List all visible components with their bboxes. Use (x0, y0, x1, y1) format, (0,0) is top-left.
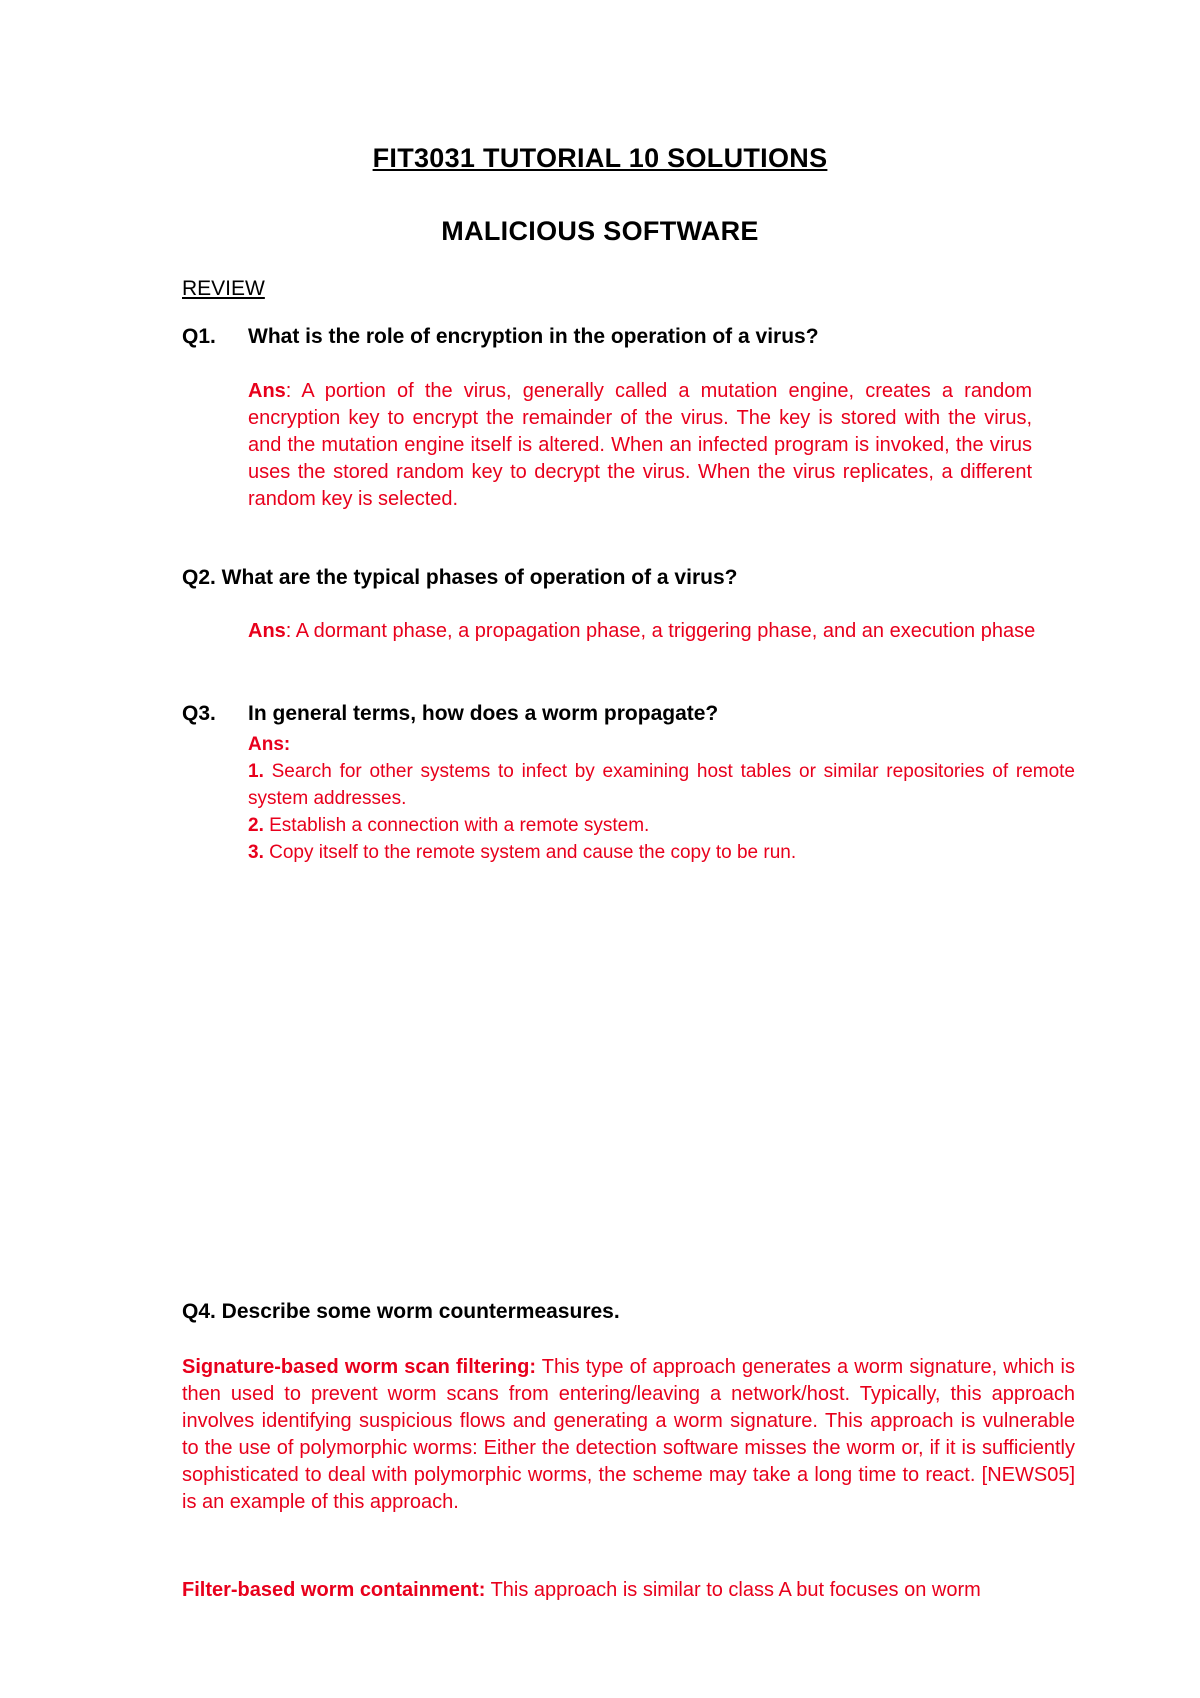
countermeasure-1-text: This type of approach generates a worm signature, which is then used to prevent worm scans from entering/leaving a network/host. Typically, this approach involves identifying suspicious flows and generating a worm signature. This approach is vulnerable to the use of polymorphic worms: Either the detection software misses the worm or, if it is sufficiently sophisticated to deal with polymorphic worms, the scheme may take a long time to react. [NEWS05] is an example of this approach. (182, 1356, 1075, 1513)
countermeasure-2-label: Filter-based worm containment: (182, 1579, 486, 1601)
section-heading-review: REVIEW (182, 277, 265, 300)
answer-3-item-3-number: 3. (248, 842, 264, 863)
countermeasure-2-text: This approach is similar to class A but focuses on worm (485, 1579, 981, 1601)
answer-3-item-1-number: 1. (248, 761, 264, 782)
answer-3-item-1 (248, 758, 1075, 812)
answer-3-label: Ans: (248, 734, 291, 755)
answer-2 (248, 618, 1075, 645)
answer-1-label: Ans (248, 380, 286, 402)
question-3 (182, 702, 718, 726)
question-1 (182, 325, 819, 349)
answer-1 (248, 378, 1032, 513)
answer-3-item-2-text: Establish a connection with a remote system. (263, 815, 650, 836)
answer-3-item-3 (248, 839, 1075, 866)
document-subtitle: MALICIOUS SOFTWARE (441, 216, 759, 246)
question-3-text: In general terms, how does a worm propagate? (248, 702, 719, 725)
answer-2-label: Ans (248, 620, 286, 642)
question-2: Q2. What are the typical phases of operation of a virus? (182, 566, 738, 589)
question-1-number: Q1. (182, 325, 216, 348)
answer-3-item-2-number: 2. (248, 815, 264, 836)
answer-1-text: : A portion of the virus, generally called a mutation engine, creates a random encryption key to encrypt the remainder of the virus. The key is stored with the virus, and the mutation engine itself is altered. When an infected program is invoked, the virus uses the stored random key to decrypt the virus. When the virus replicates, a different random key is selected. (248, 380, 1032, 510)
countermeasure-1-label: Signature-based worm scan filtering: (182, 1356, 537, 1378)
answer-3 (248, 731, 1075, 866)
question-1-text: What is the role of encryption in the operation of a virus? (248, 325, 819, 348)
countermeasure-2 (182, 1577, 1075, 1604)
countermeasure-1 (182, 1354, 1075, 1516)
answer-2-text: : A dormant phase, a propagation phase, a triggering phase, and an execution phase (285, 620, 1036, 642)
answer-3-item-3-text: Copy itself to the remote system and cause the copy to be run. (263, 842, 797, 863)
question-4: Q4. Describe some worm countermeasures. (182, 1300, 620, 1323)
answer-3-item-1-text: Search for other systems to infect by examining host tables or similar repositories of remote system addresses. (248, 761, 1075, 809)
question-3-number: Q3. (182, 702, 216, 725)
answer-3-item-2 (248, 812, 1075, 839)
document-title: FIT3031 TUTORIAL 10 SOLUTIONS (372, 143, 828, 173)
